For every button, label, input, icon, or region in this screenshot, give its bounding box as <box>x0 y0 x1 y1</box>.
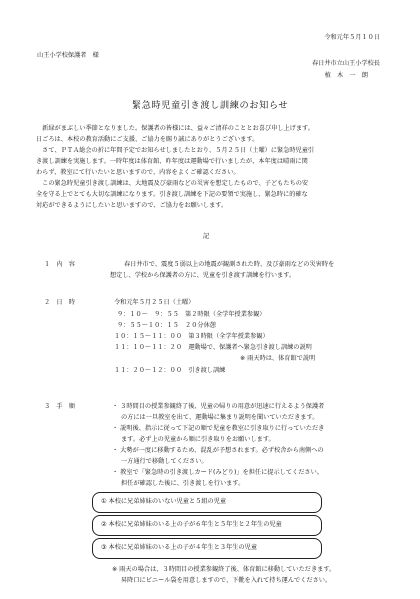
section-1-line: 想定し、学校から保護者の方に、児童を引き渡す訓練を行います。 <box>110 272 296 279</box>
schedule-row: １１：１０～１１：２０ 運動場で、保護者へ緊急引き渡し訓練の説明 <box>114 344 312 351</box>
intro-line: さて、ＰＴＡ総会の折に年間予定でお知らせしましたとおり、５月２５日（土曜）に緊急時児童引 <box>36 147 315 154</box>
ki-heading: 記 <box>203 233 210 240</box>
sender-org: 春日井市立山王小学校長 <box>311 60 380 67</box>
procedure-line: の方には一旦教室を出て、運動場に集まり説明を聞いていただきます。 <box>121 414 319 421</box>
schedule-row: ９：５５～１０：１５ ２０分休憩 <box>117 322 216 329</box>
pickup-order-label: ③ 本校に兄弟姉妹のいる上の子が４年生と３年生の児童 <box>101 544 258 551</box>
pickup-order-box-2 <box>92 515 322 536</box>
page-title: 緊急時児童引き渡し訓練のお知らせ <box>131 100 289 111</box>
pickup-order-box-1 <box>92 492 322 513</box>
section-2-label: ２ 日 時 <box>44 299 75 306</box>
procedure-line: ・ 説明後、指示に従って下記の順で児童を教室に引き取りに行っていただき <box>112 425 325 432</box>
sender-name: 植 木 一 朗 <box>324 72 368 79</box>
procedure-line: 担任が確認した後に、引き渡しを行います。 <box>121 480 245 487</box>
section-1-label: １ 内 容 <box>44 261 75 268</box>
intro-line: 全を守る上でとても大切な訓練になります。引き渡し訓練を下記の要領で実施し、緊急時に的確な <box>36 191 308 198</box>
section-3-label: ３ 手 順 <box>44 403 75 410</box>
intro-line: 日ごろは、本校の教育活動にご支援、ご協力を賜り誠にありがとうございます。 <box>36 136 259 143</box>
schedule-row: ９：１０～ ９：５５ 第２時限（全学年授業参観） <box>117 311 266 318</box>
procedure-line: ・ 大勢が一度に移動するため、混乱が予想されます。必ず校舎から南側への <box>112 447 324 454</box>
intro-line: この緊急時児童引き渡し訓練は、大地震及び豪雨などの災害を想定したもので、子どもたちの安 <box>36 180 309 187</box>
pickup-order-label: ② 本校に兄弟姉妹のいる上の子が６年生と５年生と２年生の児童 <box>101 521 282 528</box>
intro-line: わらず、教室にて行いたいと思いますので、内容をよくご確認ください。 <box>36 169 240 176</box>
pickup-order-label: ① 本校に兄弟姉妹のいない児童と５組の児童 <box>101 498 227 505</box>
schedule-row: １１：２０～１２：００ 引き渡し訓練 <box>114 367 226 374</box>
pickup-order-box-3 <box>92 538 322 559</box>
intro-line: 新緑がまぶしい季節となりました。保護者の皆様には、益々ご清祥のこととお喜び申し上げます。 <box>36 125 314 132</box>
procedure-line: ・ 教室で「緊急時の引き渡しカード(みどり)」を担任に提示してください。 <box>112 469 323 476</box>
rain-note: ※ 雨天の場合は、３時間目の授業参観終了後、体育館に移動していただきます。 <box>112 566 336 573</box>
intro-line: き渡し訓練を実施します。一時年度は体育館、昨年度は運動場で行いましたが、本年度は晴雨に関 <box>36 158 308 165</box>
section-1-line: 春日井市で、震度５弱以上の地震が観測された時、及び豪雨などの災害時を <box>124 261 335 268</box>
schedule-note: ※ 雨天時は、体育館で説明 <box>240 355 316 362</box>
addressee: 山王小学校保護者 様 <box>37 52 99 59</box>
event-date: 令和元年５月２５日（土曜） <box>114 299 195 306</box>
date: 令和元年５月１０日 <box>324 34 380 41</box>
procedure-line: ます。必ず上の児童から順に引き取りをお願いします。 <box>121 436 275 443</box>
intro-line: 対応ができるようにしたいと思いますので、ご協力をお願いします。 <box>36 202 228 209</box>
procedure-line: 一方通行で移動してください。 <box>121 458 208 465</box>
schedule-row: １０：１５～１１：００ 第３時限（全学年授業参観） <box>114 333 269 340</box>
procedure-line: ・ ３時間目の授業参観終了後、児童の帰りの用意が迅速に行えるよう保護者 <box>112 403 325 410</box>
rain-note: 昇降口にビニール袋を用意しますので、下靴を入れて持ち運んでください。 <box>121 577 332 584</box>
